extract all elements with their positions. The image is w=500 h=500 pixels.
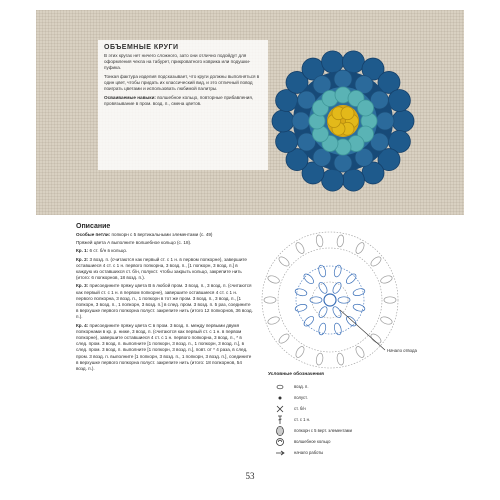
start-instruction: Пряжей цвета А выполните волшебное кольцо (с. 18).	[76, 240, 192, 246]
motif-teal-popcorn	[358, 100, 374, 116]
chart-popcorn-symbol	[302, 315, 315, 328]
crochet-motif-image	[268, 46, 418, 196]
skills-text: волшебное кольцо, повторные прибавления, провязывание в пром. возд. п., смена цветов.	[104, 95, 254, 106]
chart-popcorn-symbol	[331, 305, 343, 319]
single-crochet-symbol-icon	[268, 404, 292, 414]
chart-popcorn-symbol	[331, 281, 343, 295]
description-heading: Описание	[76, 223, 111, 230]
motif-center-petal	[341, 107, 354, 120]
popcorn-symbol-icon	[268, 426, 292, 436]
info-card	[98, 40, 268, 170]
legend	[268, 372, 398, 458]
chart-popcorn-symbol	[384, 297, 396, 303]
motif-outer-popcorn	[276, 131, 298, 153]
chart-chain-ring	[278, 248, 382, 352]
card-skills	[104, 95, 262, 107]
chart-chain-ring	[296, 266, 364, 334]
round-3: Кр. 3: присоедините пряжу цвета В в любой пром. 3 возд. п., 3 возд. п. (считаются как первый ст. с 1 н. в первом попкорне), завершите оставшиеся 4 ст. с 1 н. первого попкорна, 3 возд. п., 1 попкорн в тот же пром. 3 возд. п., 3 возд. п., [1 попкорн, 3 возд. п., 1 попкорн, 3 возд. п.] в след. пром. 3 возд. п. 5 раз, соедините в верхушке первого попкорна полуст. закрепите нить (итого 12 попкорнов, 36 возд. п.).	[76, 283, 253, 320]
chart-popcorn-symbol	[380, 315, 393, 325]
chart-popcorn-symbol	[333, 264, 342, 277]
description-section	[76, 223, 254, 374]
chart-popcorn-symbol	[354, 345, 366, 359]
chart-popcorn-symbol	[336, 234, 344, 247]
legend-item-popcorn: попкорн с 5 верт. элементами	[268, 425, 398, 436]
magic-ring-mark	[324, 294, 336, 306]
chart-popcorn-symbol	[345, 315, 358, 328]
slip-stitch-symbol-icon	[268, 393, 292, 403]
chart-popcorn-symbol	[354, 241, 366, 255]
motif-mid-popcorn	[292, 112, 310, 130]
round-4: Кр. 4: присоедините пряжу цвета С в пром. 3 возд. п. между первыми двумя попкорнами в кр. р. ниже, 3 возд. п. (считаются как первый ст. с 1 н. в первом попкорне), завершите оставшиеся 4 ст. с 1 н. первого попкорна, 3 возд. п., * в след. пром. 3 возд. п. выполните [1 попкорн, 3 возд. п., 1 попкорн, 3 возд. п.], в след. пром. 3 возд. п. выполните [1 попкорн, 3 возд. п.], повт. от * 4 раза, в след. пром. 3 возд. п. выполните [1 попкорн, 3 возд. п., 1 попкорн, 3 возд. п.], соедините в верхушке первого попкорна полуст. закрепите нить (итого: 18 попкорнов, 54 возд. п.).	[76, 322, 252, 372]
motif-outer-popcorn	[322, 169, 344, 191]
legend-item-dc: ст. с 1 н.	[268, 414, 398, 425]
chart-popcorn-symbol	[318, 264, 327, 277]
chart-popcorn-symbol	[294, 241, 306, 255]
double-crochet-symbol-icon	[268, 415, 292, 425]
legend-item-start: начало работы	[268, 447, 398, 458]
chart-popcorn-symbol	[336, 353, 344, 366]
chart-popcorn-symbol	[267, 274, 280, 284]
chart-popcorn-symbol	[315, 234, 323, 247]
motif-mid-popcorn	[334, 70, 352, 88]
magic-ring-symbol-icon	[268, 437, 292, 447]
motif-outer-popcorn	[272, 110, 294, 132]
chart-note: Начало отвода	[387, 348, 417, 353]
legend-title: Условные обозначения	[268, 372, 324, 377]
chart-popcorn-symbol	[369, 255, 382, 268]
start-marker-icon	[268, 448, 292, 458]
motif-outer-popcorn	[322, 51, 344, 73]
chart-popcorn-symbol	[294, 345, 306, 359]
chart-chain-ring	[262, 232, 398, 368]
card-title: ОБЪЕМНЫЕ КРУГИ	[104, 44, 179, 51]
chart-popcorn-symbol	[277, 332, 290, 345]
chart-popcorn-symbol	[302, 272, 315, 285]
crochet-chart	[255, 225, 405, 375]
chart-popcorn-symbol	[310, 297, 322, 303]
legend-item-magic-ring: волшебное кольцо	[268, 436, 398, 447]
motif-outer-popcorn	[342, 169, 364, 191]
start-arrow-line	[340, 310, 385, 350]
round-1: Кр. 1: 6 ст. б/н в кольцо.	[76, 248, 128, 254]
motif-outer-popcorn	[342, 51, 364, 73]
legend-item-ch: возд. п.	[268, 381, 398, 392]
cover-photo	[36, 10, 464, 215]
chain-symbol-icon	[268, 382, 292, 392]
chart-popcorn-symbol	[380, 274, 393, 284]
card-intro-2: Тонкая фактура изделия подсказывает, что круги должны выполняться в один цвет, чтобы придать их классический вид, и это отличный повод поиграть цветами и использовать любимой палитры.	[104, 74, 260, 91]
chart-popcorn-symbol	[317, 281, 329, 295]
chart-popcorn-symbol	[352, 303, 365, 312]
chart-popcorn-symbol	[352, 288, 365, 297]
motif-outer-popcorn	[388, 89, 410, 111]
chart-popcorn-symbol	[264, 297, 276, 303]
card-intro: В этих кругах нет ничего сложного, зато они отлично подойдут для оформления чехла на табурет, прикроватного коврика или подушки-пуфика.	[104, 53, 251, 70]
chart-popcorn-symbol	[317, 305, 329, 319]
chart-popcorn-symbol	[267, 315, 280, 325]
skills-title: Осваиваемые навыки:	[104, 95, 156, 100]
chart-popcorn-symbol	[345, 272, 358, 285]
page-number: 53	[245, 471, 255, 481]
chart-popcorn-symbol	[277, 255, 290, 268]
motif-outer-popcorn	[392, 110, 414, 132]
special-stitches: Особые петли: попкорн с 5 вертикальными элементами (с. 49)	[76, 232, 213, 237]
motif-mid-popcorn	[334, 154, 352, 172]
legend-item-sc: ст. б/н	[268, 403, 398, 414]
chart-popcorn-symbol	[315, 353, 323, 366]
round-2: Кр. 2: 3 возд. п. (считаются как первый ст. с 1 н. в первом попкорне), завершите оставшиеся 4 ст. с 1 н. первого попкорна, 3 возд. п., [1 попкорн, 3 возд. п.] в каждую из оставшихся ст. б/н, полукст. чтобы закрыть кольцо, закрепите нить (итого: 6 попкорнов, 18 возд. п.).	[76, 256, 247, 281]
legend-item-slst: полуст.	[268, 392, 398, 403]
chart-popcorn-symbol	[369, 332, 382, 345]
motif-mid-popcorn	[376, 112, 394, 130]
